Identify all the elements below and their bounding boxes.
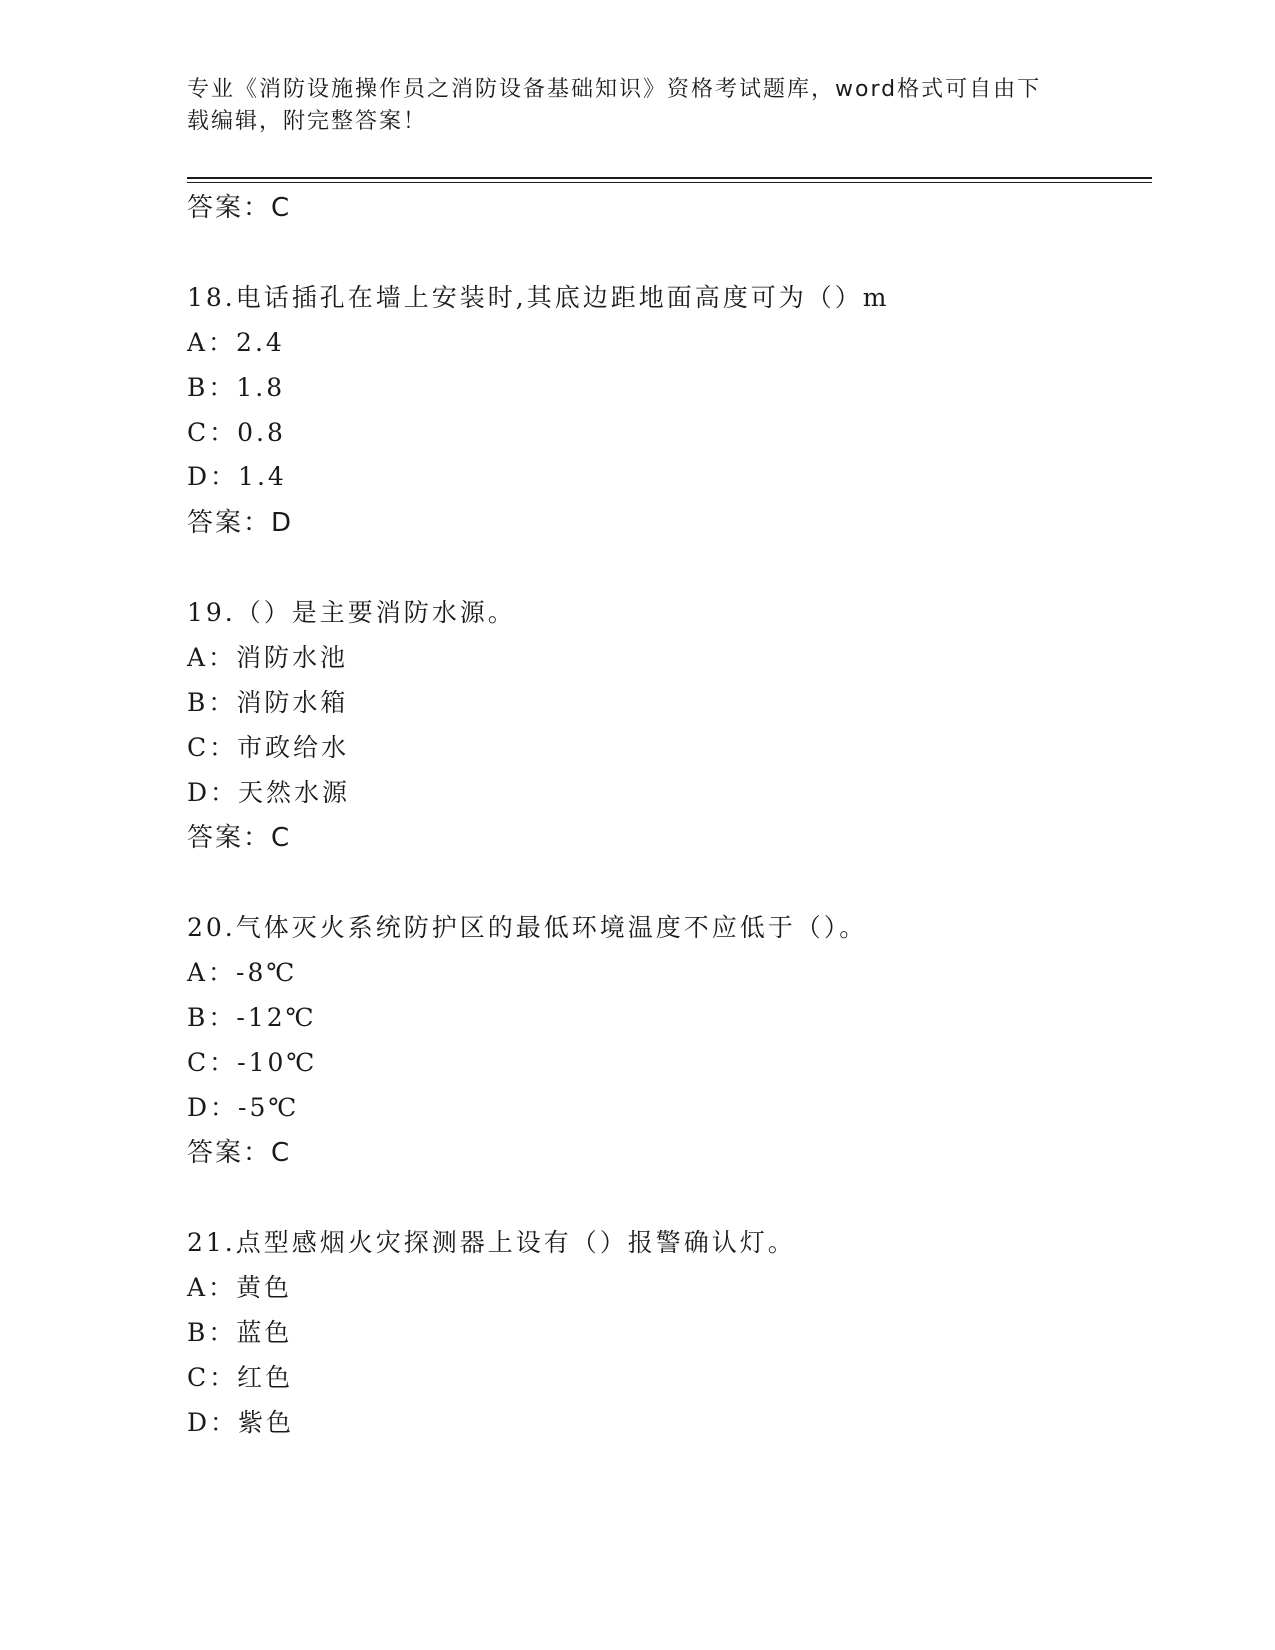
question-19-option-b: B：消防水箱 (187, 688, 349, 717)
question-19-option-c: C：市政给水 (187, 733, 350, 762)
previous-answer: 答案：C (187, 193, 292, 223)
question-21-option-b: B：蓝色 (187, 1318, 293, 1347)
question-18-option-c: C：0.8 (187, 418, 286, 447)
document-header (187, 74, 1067, 138)
question-stem-19: 19.（）是主要消防水源。 (187, 598, 516, 627)
question-21-option-a: A：黄色 (187, 1273, 293, 1302)
question-20-option-c: C：-10℃ (187, 1048, 318, 1077)
question-stem-18: 18.电话插孔在墙上安装时,其底边距地面高度可为（）m (187, 283, 890, 312)
question-18-option-d: D：1.4 (187, 462, 287, 491)
header-title-line-1: 专业《消防设施操作员之消防设备基础知识》资格考试题库，word格式可自由下 (187, 77, 1042, 102)
question-20-answer: 答案：C (187, 1138, 292, 1168)
question-21-option-c: C：红色 (187, 1363, 294, 1392)
question-19-answer: 答案：C (187, 823, 292, 853)
header-title-line-2: 载编辑，附完整答案！ (187, 109, 428, 134)
question-18-option-b: B：1.8 (187, 373, 286, 402)
question-stem-20: 20.气体灭火系统防护区的最低环境温度不应低于（）。 (187, 913, 868, 942)
question-19-option-d: D：天然水源 (187, 778, 351, 807)
question-20-option-a: A：-8℃ (187, 958, 298, 987)
question-20-option-d: D：-5℃ (187, 1093, 300, 1122)
question-18-answer: 答案：D (187, 508, 294, 538)
question-20-option-b: B：-12℃ (187, 1003, 317, 1032)
question-19-option-a: A：消防水池 (187, 643, 349, 672)
header-divider-thick (187, 177, 1152, 179)
question-21-option-d: D：紫色 (187, 1408, 295, 1437)
header-divider-thin (187, 182, 1152, 183)
question-stem-21: 21.点型感烟火灾探测器上设有（）报警确认灯。 (187, 1228, 796, 1257)
question-18-option-a: A：2.4 (187, 328, 285, 357)
